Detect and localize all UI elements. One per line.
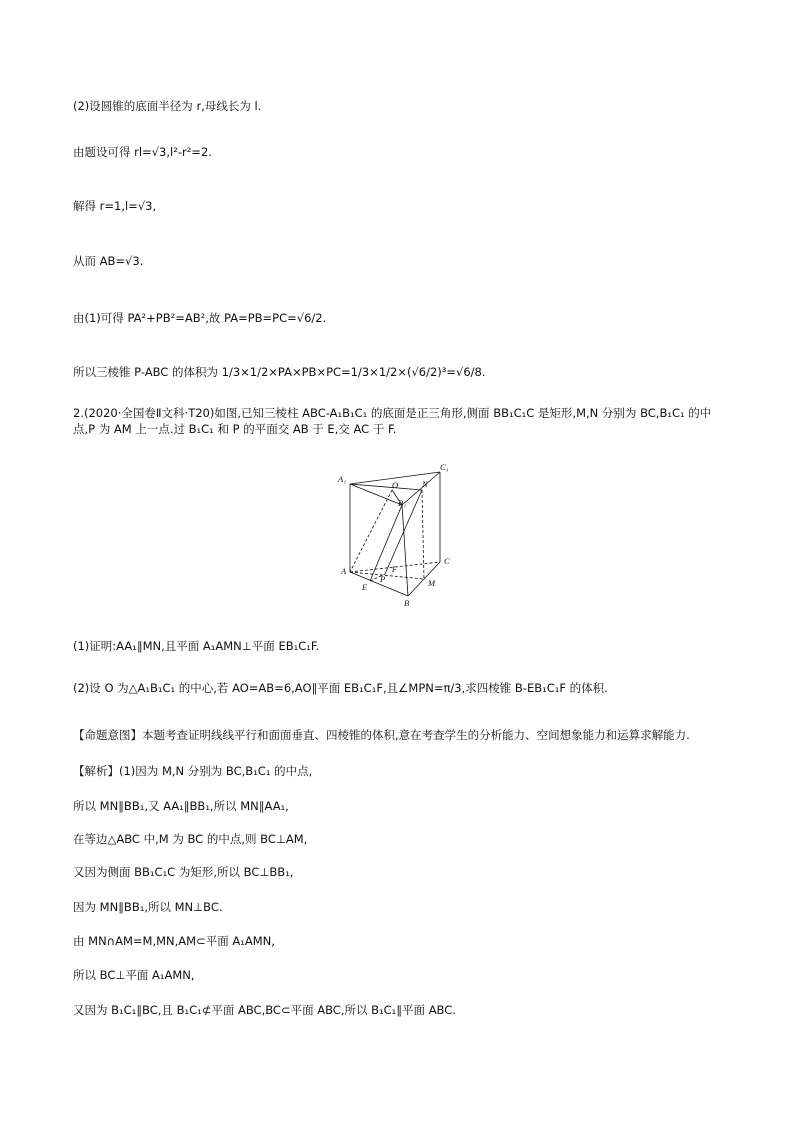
text-line-11: 【解析】(1)因为 M,N 分别为 BC,B₁C₁ 的中点, xyxy=(73,764,313,778)
label-A: A xyxy=(341,566,347,576)
label-O: O xyxy=(392,480,399,490)
label-N: N xyxy=(422,479,428,489)
text-line-1: (2)设圆锥的底面半径为 r,母线长为 l. xyxy=(73,99,262,113)
label-C1: C₁ xyxy=(440,462,449,472)
text-line-3: 解得 r=1,l=√3, xyxy=(73,199,157,213)
text-line-17: 所以 BC⊥平面 A₁AMN, xyxy=(73,968,195,982)
prism-figure xyxy=(330,462,470,612)
text-line-6: 所以三棱锥 P-ABC 的体积为 1/3×1/2×PA×PB×PC=1/3×1/2×(√6/2)³=√6/8. xyxy=(73,365,486,379)
label-P: P xyxy=(380,574,386,584)
text-line-8: (1)证明:AA₁∥MN,且平面 A₁AMN⊥平面 EB₁C₁F. xyxy=(73,639,320,653)
text-line-2: 由题设可得 rl=√3,l²-r²=2. xyxy=(73,145,212,159)
text-line-10: 【命题意图】本题考查证明线线平行和面面垂直、四棱锥的体积,意在考查学生的分析能力、空间想象能力和运算求解能力. xyxy=(73,728,690,742)
label-E: E xyxy=(362,582,368,592)
text-line-12: 所以 MN∥BB₁,又 AA₁∥BB₁,所以 MN∥AA₁, xyxy=(73,799,289,813)
text-line-13: 在等边△ABC 中,M 为 BC 的中点,则 BC⊥AM, xyxy=(73,832,308,846)
text-line-15: 因为 MN∥BB₁,所以 MN⊥BC. xyxy=(73,900,223,914)
label-F: F xyxy=(392,564,398,574)
text-line-4: 从而 AB=√3. xyxy=(73,254,144,268)
label-B: B xyxy=(404,598,410,608)
problem-statement: 2.(2020·全国卷Ⅱ文科·T20)如图,已知三棱柱 ABC-A₁B₁C₁ 的底面是正三角形,侧面 BB₁C₁C 是矩形,M,N 分别为 BC,B₁C₁ 的中点,P 为 AM 上一点.过 B₁C₁ 和 P 的平面交 AB 于 E,交 AC 于 F. xyxy=(73,406,712,436)
text-line-14: 又因为侧面 BB₁C₁C 为矩形,所以 BC⊥BB₁, xyxy=(73,865,294,879)
text-line-18: 又因为 B₁C₁∥BC,且 B₁C₁⊄平面 ABC,BC⊂平面 ABC,所以 B₁C₁∥平面 ABC. xyxy=(73,1003,456,1017)
text-line-16: 由 MN∩AM=M,MN,AM⊂平面 A₁AMN, xyxy=(73,934,275,948)
label-B1: B₁ xyxy=(398,498,407,508)
label-M: M xyxy=(428,578,436,588)
label-C: C xyxy=(444,556,450,566)
text-line-5: 由(1)可得 PA²+PB²=AB²,故 PA=PB=PC=√6/2. xyxy=(73,311,327,325)
label-A1: A₁ xyxy=(338,474,347,484)
text-line-9: (2)设 O 为△A₁B₁C₁ 的中心,若 AO=AB=6,AO∥平面 EB₁C₁F,且∠MPN=π/3,求四棱锥 B-EB₁C₁F 的体积. xyxy=(73,681,608,695)
